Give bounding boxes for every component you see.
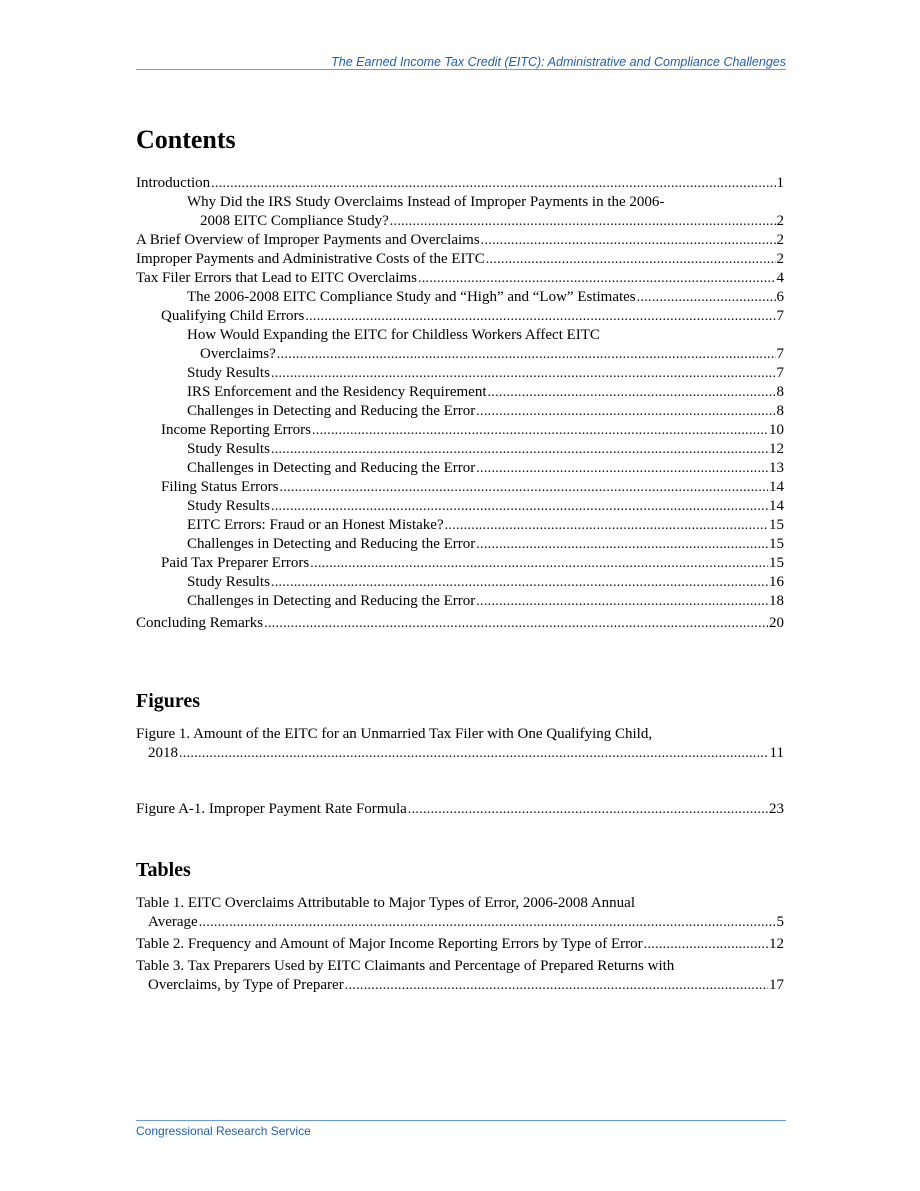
figure-entry[interactable] <box>136 725 784 763</box>
toc-entry-page: 2 <box>776 232 784 248</box>
toc-entry-title: EITC Errors: Fraud or an Honest Mistake? <box>187 517 444 533</box>
toc-entry[interactable] <box>136 231 784 250</box>
figure-entry-page: 23 <box>769 801 784 817</box>
toc-entry-page: 18 <box>769 593 784 609</box>
toc-entry-title-cont: 2008 EITC Compliance Study? <box>200 213 389 229</box>
toc-entry-page: 13 <box>769 460 784 476</box>
toc-entry-page: 7 <box>776 346 784 362</box>
footer-rule <box>136 1120 786 1121</box>
table-entry-title: Table 3. Tax Preparers Used by EITC Claimants and Percentage of Prepared Returns with <box>136 958 675 974</box>
toc-entry-page: 8 <box>776 403 784 419</box>
toc-entry[interactable] <box>136 573 784 592</box>
table-entry[interactable] <box>136 894 784 932</box>
footer-source: Congressional Research Service <box>136 1124 311 1138</box>
toc-entry-title: Paid Tax Preparer Errors <box>161 555 310 571</box>
table-entry-title-cont: Overclaims, by Type of Preparer <box>148 977 344 993</box>
dot-leader <box>481 231 776 250</box>
table-entry-page: 5 <box>776 914 784 930</box>
toc-entry-title: Study Results <box>187 498 270 514</box>
dot-leader <box>199 913 776 932</box>
toc-entry-page: 6 <box>776 289 784 305</box>
dot-leader <box>277 345 776 364</box>
toc-entry[interactable] <box>136 478 784 497</box>
toc-entry[interactable] <box>136 174 784 193</box>
figure-entry[interactable] <box>136 800 784 819</box>
dot-leader <box>637 288 776 307</box>
toc-entry-title: Challenges in Detecting and Reducing the Error <box>187 403 476 419</box>
dot-leader <box>211 174 775 193</box>
dot-leader <box>271 573 768 592</box>
figure-entry-title: Figure A-1. Improper Payment Rate Formula <box>136 801 407 817</box>
toc-entry-title: Income Reporting Errors <box>161 422 311 438</box>
toc-entry-page: 10 <box>769 422 784 438</box>
toc-entry-page: 15 <box>769 536 784 552</box>
toc-entry-page: 7 <box>776 365 784 381</box>
dot-leader <box>408 800 768 819</box>
toc-entry-page: 7 <box>776 308 784 324</box>
toc-entry[interactable] <box>136 592 784 611</box>
toc-entry-title: Qualifying Child Errors <box>161 308 305 324</box>
table-entry-title: Table 2. Frequency and Amount of Major Income Reporting Errors by Type of Error <box>136 936 643 952</box>
toc-entry[interactable] <box>136 459 784 478</box>
toc-entry-title: The 2006-2008 EITC Compliance Study and “High” and “Low” Estimates <box>187 289 636 305</box>
toc-entry[interactable] <box>136 250 784 269</box>
toc-entry-title-cont: Overclaims? <box>200 346 276 362</box>
toc-entry[interactable] <box>136 497 784 516</box>
toc-entry-title: Challenges in Detecting and Reducing the Error <box>187 536 476 552</box>
toc-entry[interactable] <box>136 364 784 383</box>
toc-entry-title: A Brief Overview of Improper Payments and Overclaims <box>136 232 480 248</box>
dot-leader <box>445 516 768 535</box>
toc-entry-page: 12 <box>769 441 784 457</box>
toc-entry-title: How Would Expanding the EITC for Childless Workers Affect EITC <box>187 327 600 343</box>
figure-entry-title-cont: 2018 <box>148 745 178 761</box>
toc-entry-title: Filing Status Errors <box>161 479 279 495</box>
toc-entry-page: 16 <box>769 574 784 590</box>
tables-heading: Tables <box>136 859 191 881</box>
toc-entry-page: 4 <box>776 270 784 286</box>
dot-leader <box>345 976 768 995</box>
figures-list <box>136 725 784 763</box>
dot-leader <box>280 478 768 497</box>
dot-leader <box>179 744 769 763</box>
toc-entry-page: 2 <box>776 251 784 267</box>
toc-entry[interactable] <box>136 421 784 440</box>
dot-leader <box>271 364 776 383</box>
dot-leader <box>390 212 776 231</box>
toc-entry[interactable] <box>136 614 784 633</box>
toc-entry-title: Concluding Remarks <box>136 615 264 631</box>
table-entry-page: 12 <box>769 936 784 952</box>
table-entry-page: 17 <box>769 977 784 993</box>
figures-heading: Figures <box>136 690 201 712</box>
toc-entry-page: 8 <box>776 384 784 400</box>
toc-entry-page: 2 <box>776 213 784 229</box>
toc-entry-page: 14 <box>769 498 784 514</box>
contents-list <box>136 174 784 633</box>
toc-entry-title: Study Results <box>187 365 270 381</box>
toc-entry[interactable] <box>136 193 784 231</box>
dot-leader <box>476 402 775 421</box>
table-entry-title: Table 1. EITC Overclaims Attributable to Major Types of Error, 2006-2008 Annual <box>136 895 635 911</box>
toc-entry-title: Study Results <box>187 574 270 590</box>
dot-leader <box>476 535 768 554</box>
dot-leader <box>312 421 768 440</box>
toc-entry-page: 14 <box>769 479 784 495</box>
table-entry[interactable] <box>136 935 784 954</box>
toc-entry-title: Tax Filer Errors that Lead to EITC Overclaims <box>136 270 417 286</box>
running-header: The Earned Income Tax Credit (EITC): Administrative and Compliance Challenges <box>331 55 786 69</box>
figure-entry-page: 11 <box>769 745 784 761</box>
dot-leader <box>271 440 768 459</box>
toc-entry-title: Challenges in Detecting and Reducing the Error <box>187 593 476 609</box>
tables-list <box>136 894 784 995</box>
toc-entry-page: 1 <box>776 175 784 191</box>
toc-entry[interactable] <box>136 288 784 307</box>
toc-entry-title: Why Did the IRS Study Overclaims Instead of Improper Payments in the 2006- <box>187 194 665 210</box>
dot-leader <box>310 554 768 573</box>
toc-entry[interactable] <box>136 383 784 402</box>
toc-entry[interactable] <box>136 402 784 421</box>
dot-leader <box>271 497 768 516</box>
dot-leader <box>264 614 768 633</box>
table-entry[interactable] <box>136 957 784 995</box>
contents-heading: Contents <box>136 125 236 154</box>
dot-leader <box>644 935 768 954</box>
toc-entry-title: Improper Payments and Administrative Costs of the EITC <box>136 251 485 267</box>
toc-entry-page: 15 <box>769 517 784 533</box>
dot-leader <box>305 307 775 326</box>
dot-leader <box>476 459 768 478</box>
toc-entry[interactable] <box>136 269 784 288</box>
toc-entry-title: Challenges in Detecting and Reducing the Error <box>187 460 476 476</box>
toc-entry-page: 15 <box>769 555 784 571</box>
toc-entry-title: Introduction <box>136 175 211 191</box>
figure-entry-title: Figure 1. Amount of the EITC for an Unmarried Tax Filer with One Qualifying Child, <box>136 726 653 742</box>
table-entry-title-cont: Average <box>148 914 198 930</box>
dot-leader <box>476 592 768 611</box>
toc-entry[interactable] <box>136 516 784 535</box>
figures-list-2 <box>136 800 784 819</box>
toc-entry[interactable] <box>136 554 784 573</box>
toc-entry[interactable] <box>136 307 784 326</box>
toc-entry[interactable] <box>136 535 784 554</box>
toc-entry-page: 20 <box>769 615 784 631</box>
toc-entry-title: IRS Enforcement and the Residency Requirement <box>187 384 487 400</box>
toc-entry-title: Study Results <box>187 441 270 457</box>
dot-leader <box>418 269 776 288</box>
toc-entry[interactable] <box>136 440 784 459</box>
header-rule <box>136 69 786 70</box>
toc-entry[interactable] <box>136 326 784 364</box>
dot-leader <box>488 383 776 402</box>
dot-leader <box>486 250 776 269</box>
